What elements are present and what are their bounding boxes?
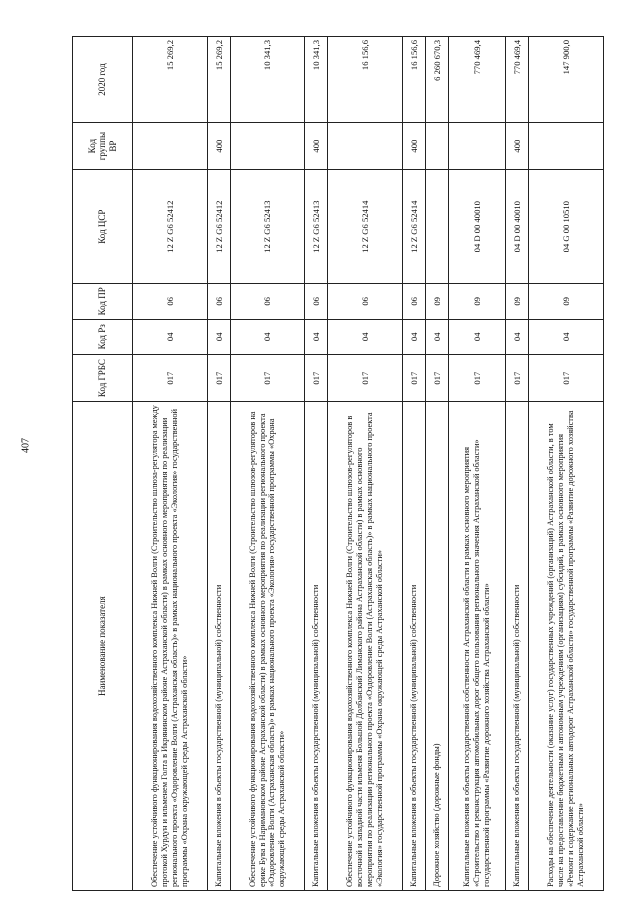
row-vr — [448, 123, 505, 170]
row-vr — [328, 123, 403, 170]
row-rz: 04 — [305, 319, 328, 354]
row-csr: 04 G 00 10510 — [529, 170, 604, 284]
table-header-row — [73, 37, 133, 891]
row-value: 6 260 670,3 — [425, 37, 448, 123]
row-csr — [425, 170, 448, 284]
table-row — [207, 37, 230, 891]
row-grbs: 017 — [133, 354, 208, 401]
row-name: Капитальные вложения в объекты государственной (муниципальной) собственности — [207, 402, 230, 891]
row-value: 10 341,3 — [230, 37, 305, 123]
row-rz: 04 — [529, 319, 604, 354]
row-value: 16 156,6 — [328, 37, 403, 123]
row-pr: 06 — [133, 284, 208, 319]
budget-table — [72, 36, 604, 891]
row-grbs: 017 — [529, 354, 604, 401]
row-pr: 06 — [328, 284, 403, 319]
row-value: 770 469,4 — [448, 37, 505, 123]
row-pr: 09 — [506, 284, 529, 319]
row-pr: 09 — [529, 284, 604, 319]
row-value: 15 269,2 — [207, 37, 230, 123]
row-name: Капитальные вложения в объекты государственной (муниципальной) собственности — [506, 402, 529, 891]
header-grbs: Код ГРБС — [73, 354, 133, 401]
row-csr: 12 Z G6 52414 — [402, 170, 425, 284]
row-csr: 04 D 00 40010 — [506, 170, 529, 284]
header-rz: Код Рз — [73, 319, 133, 354]
table-row — [328, 37, 403, 891]
row-csr: 12 Z G6 52413 — [305, 170, 328, 284]
row-csr: 12 Z G6 52413 — [230, 170, 305, 284]
row-name: Обеспечение устойчивого функционирования водохозяйственного комплекса Нижней Волги (Строительство шлюзов-регуляторов в восточной и западной части ильменя Большой Долбанский Лиманского района Астраханской области) в рамках основного мероприятия по реализации регионального проекта «Оздоровление Волги (Астраханская область)» в рамках национального проекта «Экология» государственной программы «Охрана окружающей среды Астраханской области» — [328, 402, 403, 891]
row-vr: 400 — [305, 123, 328, 170]
row-grbs: 017 — [425, 354, 448, 401]
row-csr: 12 Z G6 52412 — [207, 170, 230, 284]
row-name: Капитальные вложения в объекты государственной (муниципальной) собственности — [402, 402, 425, 891]
row-pr: 06 — [402, 284, 425, 319]
rotated-table-content — [72, 36, 604, 891]
row-rz: 04 — [230, 319, 305, 354]
row-name: Обеспечение устойчивого функционирования водохозяйственного комплекса Нижней Волги (Строительство шлюза-регулятора между протокой Хурдун и ильменем Голта в Икрянинском районе Астраханской области) в рамках основного мероприятия по реализации регионального проекта «Оздоровление Волги (Астраханская область)» в рамках национального проекта «Экология» государственной программы «Охрана окружающей среды Астраханской области» — [133, 402, 208, 891]
row-vr: 400 — [207, 123, 230, 170]
row-value: 770 469,4 — [506, 37, 529, 123]
row-csr: 12 Z G6 52412 — [133, 170, 208, 284]
row-value: 16 156,6 — [402, 37, 425, 123]
row-csr: 12 Z G6 52414 — [328, 170, 403, 284]
row-pr: 06 — [207, 284, 230, 319]
row-name: Капитальные вложения в объекты государственной собственности Астраханской области в рамках основного мероприятия «Строительство и реконструкция автомобильных дорог общего пользования регионального значения Астраханской области» государственной программы «Развитие дорожного хозяйства Астраханской области» — [448, 402, 505, 891]
table-row — [133, 37, 208, 891]
table-row — [425, 37, 448, 891]
row-name: Расходы на обеспечение деятельности (оказание услуг) государственных учреждений (организаций) Астраханской области, в том числе на предоставление бюджетным и автономным учреждениям (организациям) субсидий, в рамках основного мероприятия «Ремонт и содержание региональных автодорог Астраханской области» государственной программы «Развитие дорожного хозяйства Астраханской области» — [529, 402, 604, 891]
table-row — [305, 37, 328, 891]
row-value: 10 341,3 — [305, 37, 328, 123]
row-rz: 04 — [133, 319, 208, 354]
page-number: 407 — [20, 438, 32, 453]
row-vr: 400 — [506, 123, 529, 170]
row-rz: 04 — [506, 319, 529, 354]
header-vr: Код группы ВР — [73, 123, 133, 170]
table-row — [230, 37, 305, 891]
row-rz: 04 — [425, 319, 448, 354]
row-vr — [230, 123, 305, 170]
row-name: Капитальные вложения в объекты государственной (муниципальной) собственности — [305, 402, 328, 891]
row-name: Обеспечение устойчивого функционирования водохозяйственного комплекса Нижней Волги (Строительство шлюзов-регуляторов на ерике Бува в Наримановском районе Астраханской области) в рамках основного мероприятия по реализации регионального проекта «Оздоровление Волги (Астраханская область)» в рамках национального проекта «Экология» государственной программы «Охрана окружающей среды Астраханской области» — [230, 402, 305, 891]
row-vr — [425, 123, 448, 170]
row-name: Дорожное хозяйство (дорожные фонды) — [425, 402, 448, 891]
row-grbs: 017 — [207, 354, 230, 401]
table-row — [448, 37, 505, 891]
table-row — [529, 37, 604, 891]
row-pr: 06 — [230, 284, 305, 319]
table-row — [506, 37, 529, 891]
row-rz: 04 — [207, 319, 230, 354]
header-pr: Код ПР — [73, 284, 133, 319]
row-csr: 04 D 00 40010 — [448, 170, 505, 284]
row-grbs: 017 — [506, 354, 529, 401]
row-vr — [529, 123, 604, 170]
header-csr: Код ЦСР — [73, 170, 133, 284]
row-grbs: 017 — [448, 354, 505, 401]
row-pr: 06 — [305, 284, 328, 319]
row-rz: 04 — [402, 319, 425, 354]
rotated-table-frame — [72, 36, 604, 891]
row-grbs: 017 — [328, 354, 403, 401]
header-name: Наименование показателя — [73, 402, 133, 891]
row-pr: 09 — [448, 284, 505, 319]
row-grbs: 017 — [230, 354, 305, 401]
table-row — [402, 37, 425, 891]
row-grbs: 017 — [305, 354, 328, 401]
header-year: 2020 год — [73, 37, 133, 123]
row-value: 147 900,0 — [529, 37, 604, 123]
row-vr — [133, 123, 208, 170]
row-rz: 04 — [328, 319, 403, 354]
row-value: 15 269,2 — [133, 37, 208, 123]
row-vr: 400 — [402, 123, 425, 170]
row-pr: 09 — [425, 284, 448, 319]
row-grbs: 017 — [402, 354, 425, 401]
row-rz: 04 — [448, 319, 505, 354]
